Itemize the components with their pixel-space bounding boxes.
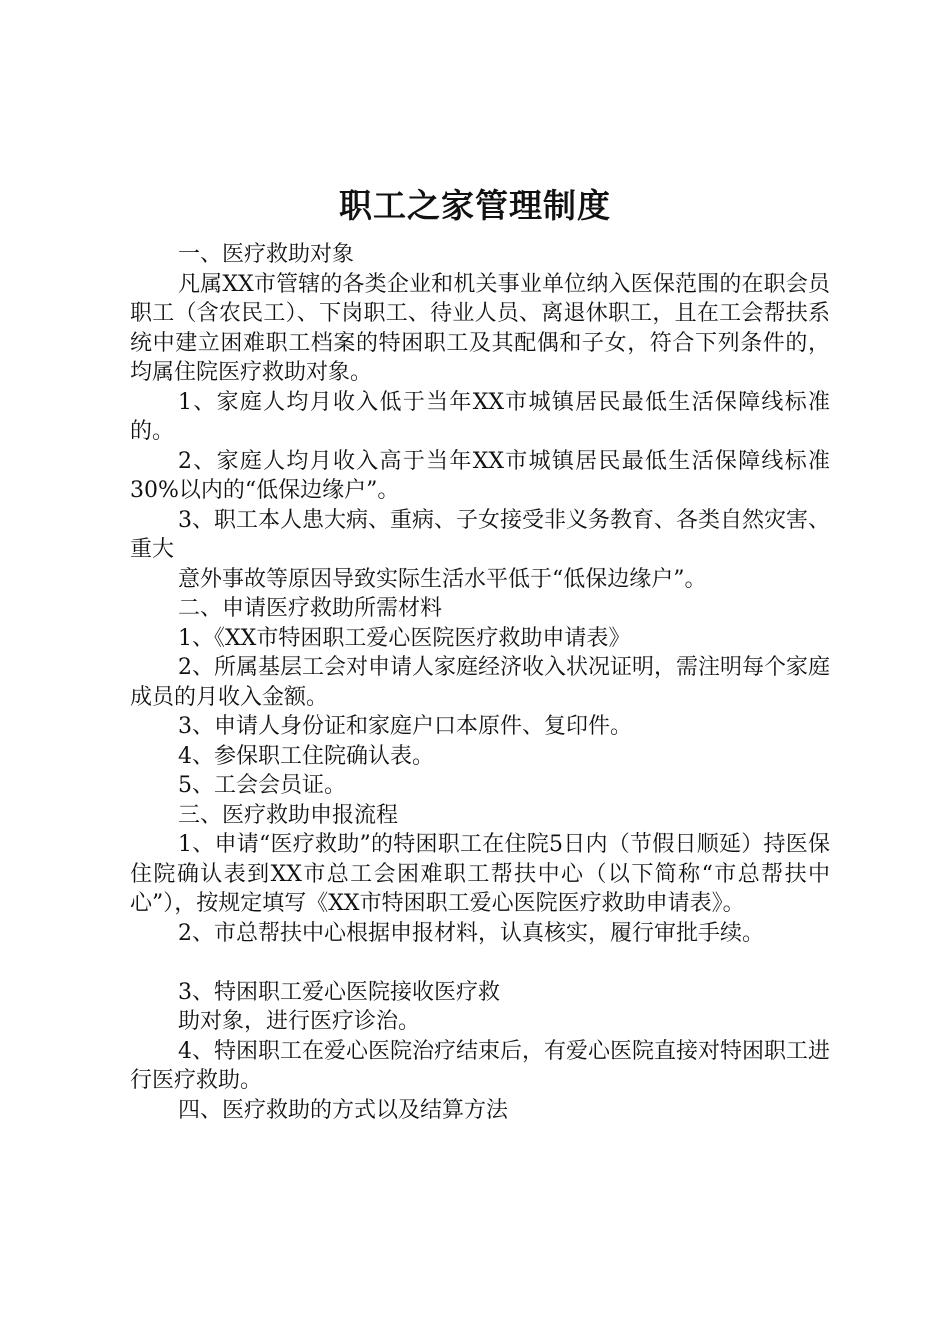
section-heading-4: 四、医疗救助的方式以及结算方法	[178, 1097, 509, 1123]
section-heading-3: 三、医疗救助申报流程	[178, 802, 399, 828]
list-item: 5、工会会员证。	[178, 773, 346, 798]
list-item: 2、所属基层工会对申请人家庭经济收入状况证明，需注明每个家庭成员的月收入金额。	[130, 655, 830, 710]
list-item: 1、家庭人均月收入低于当年XX市城镇居民最低生活保障线标准的。	[130, 389, 830, 444]
blank-line	[130, 948, 830, 978]
list-item: 1、申请“医疗救助”的特困职工在住院5日内（节假日顺延）持医保住院确认表到XX市总工会困难职工帮扶中心（以下简称“市总帮扶中心”），按规定填写《XX市特困职工爱心医院医疗救助申请表》。	[130, 832, 830, 916]
section-heading-2: 二、申请医疗救助所需材料	[178, 596, 443, 621]
list-item: 3、申请人身份证和家庭户口本原件、复印件。	[178, 714, 632, 739]
list-item: 4、特困职工在爱心医院治疗结束后，有爱心医院直接对特困职工进行医疗救助。	[130, 1038, 830, 1093]
list-item: 2、市总帮扶中心根据申报材料，认真核实，履行审批手续。	[178, 920, 764, 946]
section-heading-1: 一、医疗救助对象	[178, 242, 355, 267]
paragraph: 意外事故等原因导致实际生活水平低于“低保边缘户”。	[178, 566, 707, 592]
document-body	[130, 240, 830, 1125]
list-item: 4、参保职工住院确认表。	[178, 743, 434, 769]
paragraph: 凡属XX市管辖的各类企业和机关事业单位纳入医保范围的在职会员职工（含农民工）、下岗职工、待业人员、离退休职工，且在工会帮扶系统中建立困难职工档案的特困职工及其配偶和子女，符合下列条件的，均属住院医疗救助对象。	[130, 271, 830, 385]
list-item: 3、职工本人患大病、重病、子女接受非义务教育、各类自然灾害、重大	[130, 507, 830, 562]
paragraph: 助对象，进行医疗诊治。	[178, 1009, 421, 1034]
list-item: 3、特困职工爱心医院接收医疗救	[178, 979, 500, 1005]
document-title: 职工之家管理制度	[339, 186, 611, 225]
list-item: 2、家庭人均月收入高于当年XX市城镇居民最低生活保障线标准30%以内的“低保边缘户”。	[130, 448, 830, 503]
list-item: 1、《XX市特困职工爱心医院医疗救助申请表》	[178, 625, 631, 651]
